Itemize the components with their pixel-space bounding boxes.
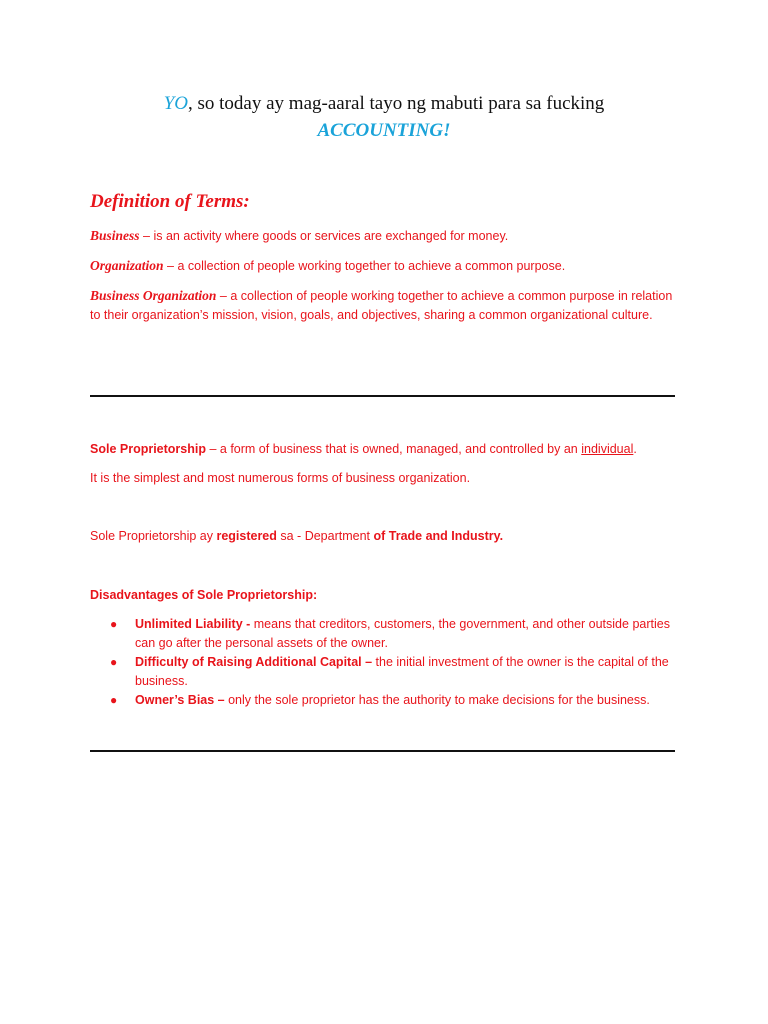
title-yo: YO [163,93,188,114]
title-line-1-rest: , so today ay mag-aaral tayo ng mabuti para sa fucking [188,93,605,114]
disadvantage-text: the initial investment of the owner is the capital of the business. [135,655,669,688]
definition-business [90,226,680,246]
definition-text: a collection of people working together to achieve a common purpose. [177,259,566,273]
list-item [90,615,680,653]
sole-registration-note [90,527,680,546]
definition-text: is an activity where goods or services are exchanged for money. [153,229,509,243]
list-item [90,691,680,710]
disadvantage-term: Unlimited Liability - [135,617,251,631]
definition-text: a collection of people working together to achieve a common purpose in relation to their organization’s mission, vision, goals, and objectives, sharing a common organizational culture. [90,289,673,322]
list-item [90,653,680,691]
bullet-icon: ● [110,617,118,631]
title-accounting: ACCOUNTING! [317,120,451,141]
horizontal-rule [90,750,675,752]
sole-simplest-note: It is the simplest and most numerous forms of business organization. [90,471,471,485]
sole-underlined-word: individual [581,442,634,456]
definition-separator: – [216,289,231,303]
definitions-heading: Definition of Terms: [90,191,250,212]
bullet-icon: ● [110,693,118,707]
disadvantage-text: means that creditors, customers, the government, and other outside parties can go after the personal assets of the owner. [135,617,670,650]
reg-prefix: Sole Proprietorship ay [90,529,217,543]
reg-bold-2: of Trade and Industry. [373,529,504,543]
definition-organization [90,256,680,276]
definition-separator: – [139,229,154,243]
term-sole-proprietorship: Sole Proprietorship [90,442,206,456]
disadvantages-heading: Disadvantages of Sole Proprietorship: [90,588,318,602]
disadvantage-text: only the sole proprietor has the authority to make decisions for the business. [224,693,650,707]
reg-bold: registered [216,529,277,543]
term-business-organization: Business Organization [90,288,217,303]
disadvantage-term: Difficulty of Raising Additional Capital – [135,655,373,669]
disadvantages-list [90,615,680,710]
definition-separator: – [163,259,178,273]
sole-text-after: . [633,442,637,456]
sole-proprietorship-definition [90,440,680,459]
title-line-2 [0,120,768,142]
bullet-icon: ● [110,655,118,669]
definition-business-organization [90,286,680,325]
term-organization: Organization [90,258,164,273]
sole-text-before: – a form of business that is owned, managed, and controlled by an [206,442,582,456]
term-business: Business [90,228,140,243]
disadvantage-term: Owner’s Bias – [135,693,225,707]
horizontal-rule [90,395,675,397]
title-line-1 [0,93,768,115]
reg-middle: sa - Department [276,529,374,543]
